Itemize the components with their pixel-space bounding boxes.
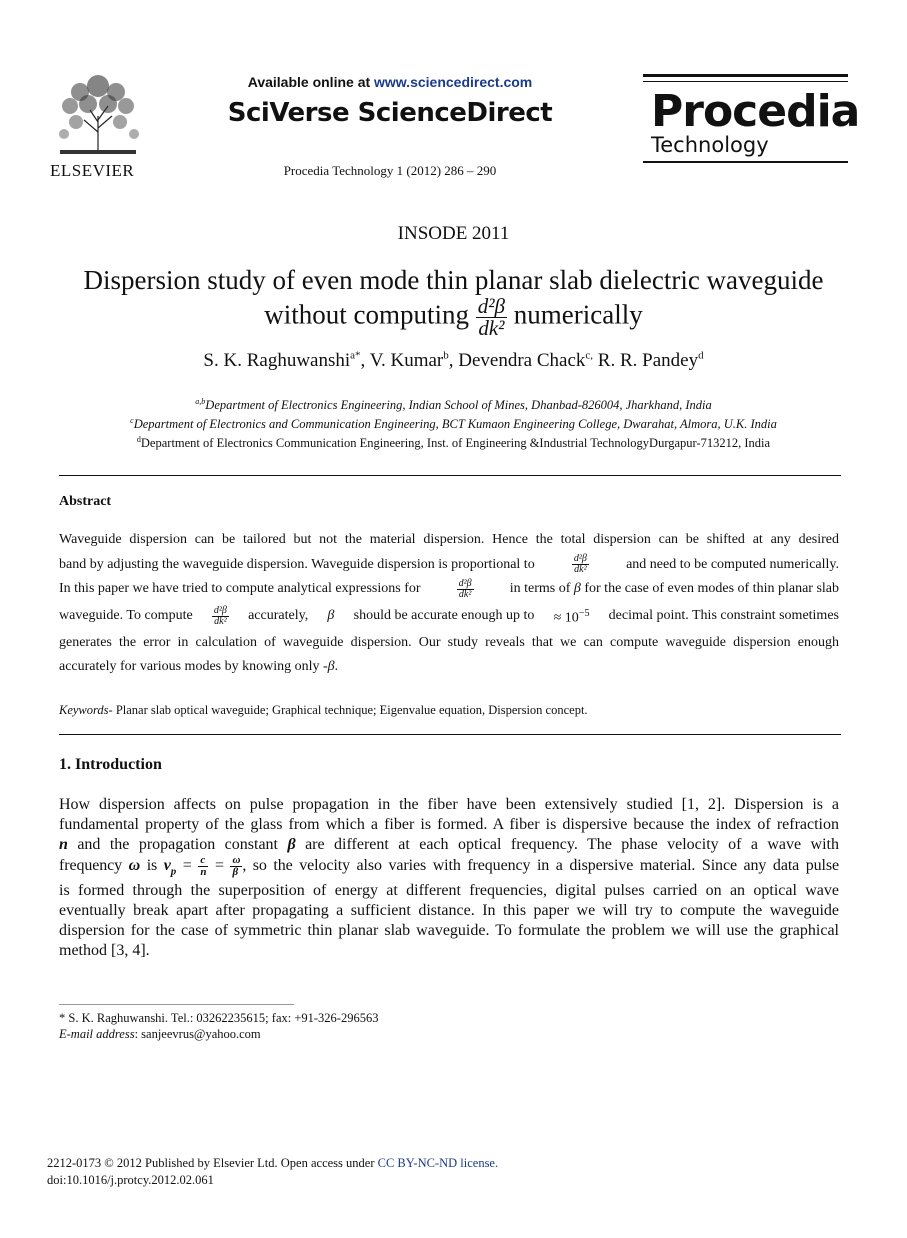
affiliations: [0, 394, 907, 451]
keywords: [59, 703, 839, 718]
abstract-heading: Abstract: [59, 494, 112, 509]
intro-line: eventually break apart after propagating a sufficient distance. In this paper we will try to compute the waveguide: [59, 902, 839, 920]
elsevier-logo: [50, 72, 150, 180]
procedia-logo: [643, 74, 860, 178]
abstract-line: In this paper we have tried to compute analytical expressions for $\frac{\text{d²β}}{\text{dk²}}$ in terms of β for the case of even modes of thin planar slab: [59, 577, 839, 600]
abstract-line: generates the error in calculation of waveguide dispersion. Our study reveals that we can compute waveguide dispersion enough: [59, 634, 839, 650]
abstract-line: Waveguide dispersion can be tailored but not the material dispersion. Hence the total dispersion can be shifted at any desired: [59, 532, 839, 547]
available-prefix: Available online at: [247, 74, 375, 90]
available-online: [200, 74, 580, 90]
author: Devendra Chack$^{c,}$: [458, 350, 594, 372]
abstract-fraction: $\frac{\text{d²β}}{\text{dk²}}$: [573, 553, 587, 576]
divider-top: [59, 475, 841, 476]
elsevier-tree-icon: [50, 72, 146, 156]
intro-line: method [3, 4].: [59, 942, 150, 960]
footnote: [59, 1010, 759, 1042]
paper-title: [20, 264, 887, 339]
affiliation: $^c$Department of Electronics and Communication Engineering, BCT Kumaon Engineering College, Dwarahat, Almora, U.K. India: [130, 416, 777, 432]
procedia-name: Procedia: [651, 86, 860, 137]
procedia-sub: Technology: [651, 133, 769, 157]
abstract-body: [59, 528, 839, 680]
corresponding-author: * S. K. Raghuwanshi. Tel.: 03262235615; fax: +91-326-296563: [59, 1011, 379, 1025]
author-list: [0, 350, 907, 372]
intro-line: n and the propagation constant β are different at each optical frequency. The phase velocity of a wave with: [59, 836, 840, 853]
doi: doi:10.1016/j.protcy.2012.02.061: [47, 1173, 214, 1187]
intro-line: How dispersion affects on pulse propagation in the fiber have been extensively studied [1, 2]. Dispersion is a: [59, 796, 839, 813]
title-line-1: Dispersion study of even mode thin planar slab dielectric waveguide: [83, 265, 824, 295]
abstract-fraction: $\frac{\text{d²β}}{\text{dk²}}$: [213, 604, 227, 627]
intro-heading: 1. Introduction: [59, 756, 162, 773]
keywords-text: - Planar slab optical waveguide; Graphical technique; Eigenvalue equation, Dispersion concept.: [108, 703, 588, 717]
footnote-rule: [59, 1004, 294, 1005]
intro-line: frequency ω is $v_p$ = $\frac{c}{n}$ = $\frac{\omega}{\beta}$ , so the velocity also varies with frequency in a dispersive material. Since any data pulse: [59, 854, 840, 878]
velocity-fraction: $\frac{c}{n}$: [200, 854, 207, 878]
divider-bottom: [59, 734, 841, 735]
email-line: E-mail address: sanjeevrus@yahoo.com: [59, 1027, 261, 1041]
license-link[interactable]: CC BY-NC-ND license.: [377, 1156, 499, 1170]
intro-body: [59, 795, 839, 961]
citation: Procedia Technology 1 (2012) 286 – 290: [283, 163, 497, 178]
author: S. K. Raghuwanshi$^{a*}$,: [203, 350, 370, 372]
publisher-logo-text: ELSEVIER: [50, 161, 135, 180]
title-fraction-den: dk²: [478, 316, 505, 341]
conference-name: INSODE 2011: [397, 223, 510, 244]
page-footer: [47, 1155, 747, 1189]
abstract-line: accurately for various modes by knowing only -β.: [59, 659, 339, 675]
intro-line: dispersion for the case of symmetric thin planar slab waveguide. To formulate the problem we will use the graphical: [59, 922, 839, 940]
title-line-2-post: numerically: [513, 300, 643, 331]
intro-line: fundamental property of the glass from which a fiber is formed. A fiber is dispersive because the index of refraction: [59, 816, 839, 833]
title-line-2-pre: without computing: [264, 300, 470, 331]
logo-rule-bottom: [643, 161, 848, 163]
sciencedirect-link[interactable]: www.sciencedirect.com: [374, 74, 533, 90]
affiliation: $^{a,b}$Department of Electronics Engineering, Indian School of Mines, Dhanbad-826004, Jharkhand, India: [195, 397, 712, 413]
velocity-fraction: $\frac{\omega}{\beta}$: [232, 854, 241, 878]
copyright-line: 2212-0173 © 2012 Published by Elsevier Ltd. Open access under CC BY-NC-ND license.: [47, 1156, 499, 1170]
logo-rule-top2: [643, 81, 848, 82]
title-fraction: [476, 296, 507, 339]
abstract-fraction: $\frac{\text{d²β}}{\text{dk²}}$: [458, 577, 472, 600]
abstract-line: waveguide. To compute $\frac{\text{d²β}}{\text{dk²}}$ accurately, β should be accurate enough up to ≈ $10^{-5}$ decimal point. This constraint sometimes: [59, 604, 839, 627]
author: R. R. Pandey$^d$: [597, 350, 704, 372]
title-fraction-num: d²β: [477, 294, 506, 319]
affiliation: $^d$Department of Electronics Communication Engineering, Inst. of Engineering &Industrial TechnologyDurgapur-713212, India: [136, 435, 771, 451]
author: V. Kumar$^b$,: [369, 350, 459, 372]
intro-line: is formed through the superposition of energy at different frequencies, digital pulses carried on an optical wave: [59, 882, 839, 900]
title-line-2: [20, 296, 887, 339]
keywords-label: Keywords: [59, 703, 109, 717]
logo-rule-top: [643, 74, 848, 77]
abstract-line: band by adjusting the waveguide dispersion. Waveguide dispersion is proportional to $\frac{\text{d²β}}{\text{dk²}}$ and need to be computed numerically.: [59, 553, 839, 576]
sciverse-logo: SciVerse ScienceDirect: [227, 98, 553, 128]
